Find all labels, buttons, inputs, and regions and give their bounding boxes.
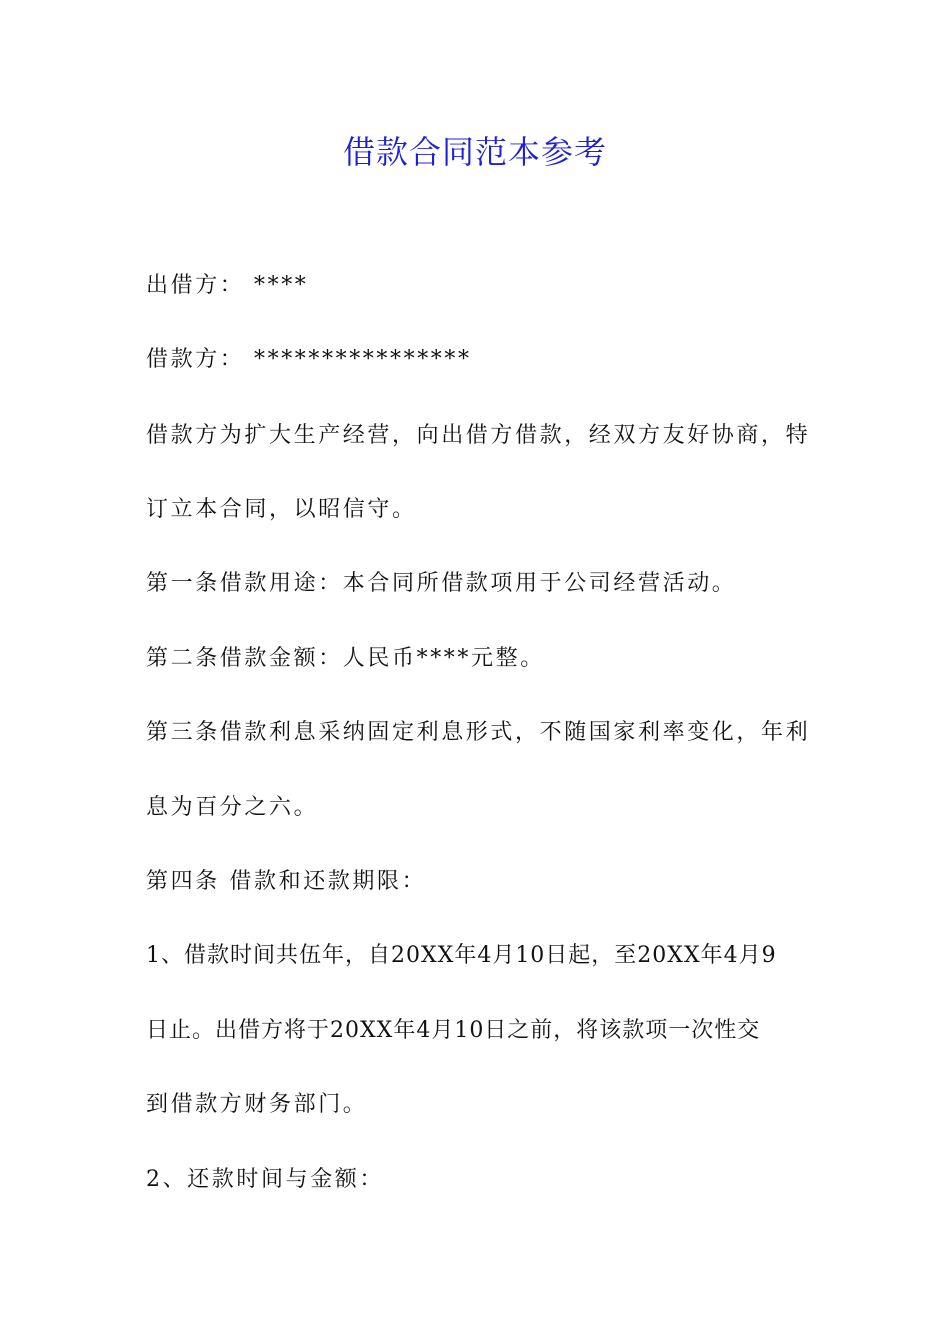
paragraph-line: 借款方为扩大生产经营，向出借方借款，经双方友好协商，特 xyxy=(146,423,811,448)
clause-one-line: 1、借款时间共伍年，自20XX年4月10日起，至20XX年4月9 xyxy=(146,943,777,968)
clause-two-line: 2、还款时间与金额： xyxy=(146,1167,384,1192)
clause-one-line: 日止。出借方将于20XX年4月10日之前，将该款项一次性交 xyxy=(146,1018,761,1043)
article-three-line: 第三条借款利息采纳固定利息形式，不随国家利率变化，年利 xyxy=(146,720,811,745)
article-two-line: 第二条借款金额：人民币****元整。 xyxy=(146,646,545,671)
borrower-label: 借款方： xyxy=(146,347,245,372)
lender-label: 出借方： xyxy=(146,273,245,298)
borrower-line xyxy=(146,344,816,376)
document-title: 借款合同范本参考 xyxy=(342,133,607,171)
article-four-heading: 第四条 借款和还款期限： xyxy=(146,869,427,894)
article-one-line: 第一条借款用途：本合同所借款项用于公司经营活动。 xyxy=(146,571,737,596)
borrower-value: **************** xyxy=(254,347,472,372)
lender-value: **** xyxy=(254,273,309,298)
paragraph-line: 订立本合同，以昭信守。 xyxy=(146,497,417,522)
lender-line xyxy=(146,270,816,302)
article-three-line: 息为百分之六。 xyxy=(146,795,319,820)
clause-one-line: 到借款方财务部门。 xyxy=(146,1092,368,1117)
